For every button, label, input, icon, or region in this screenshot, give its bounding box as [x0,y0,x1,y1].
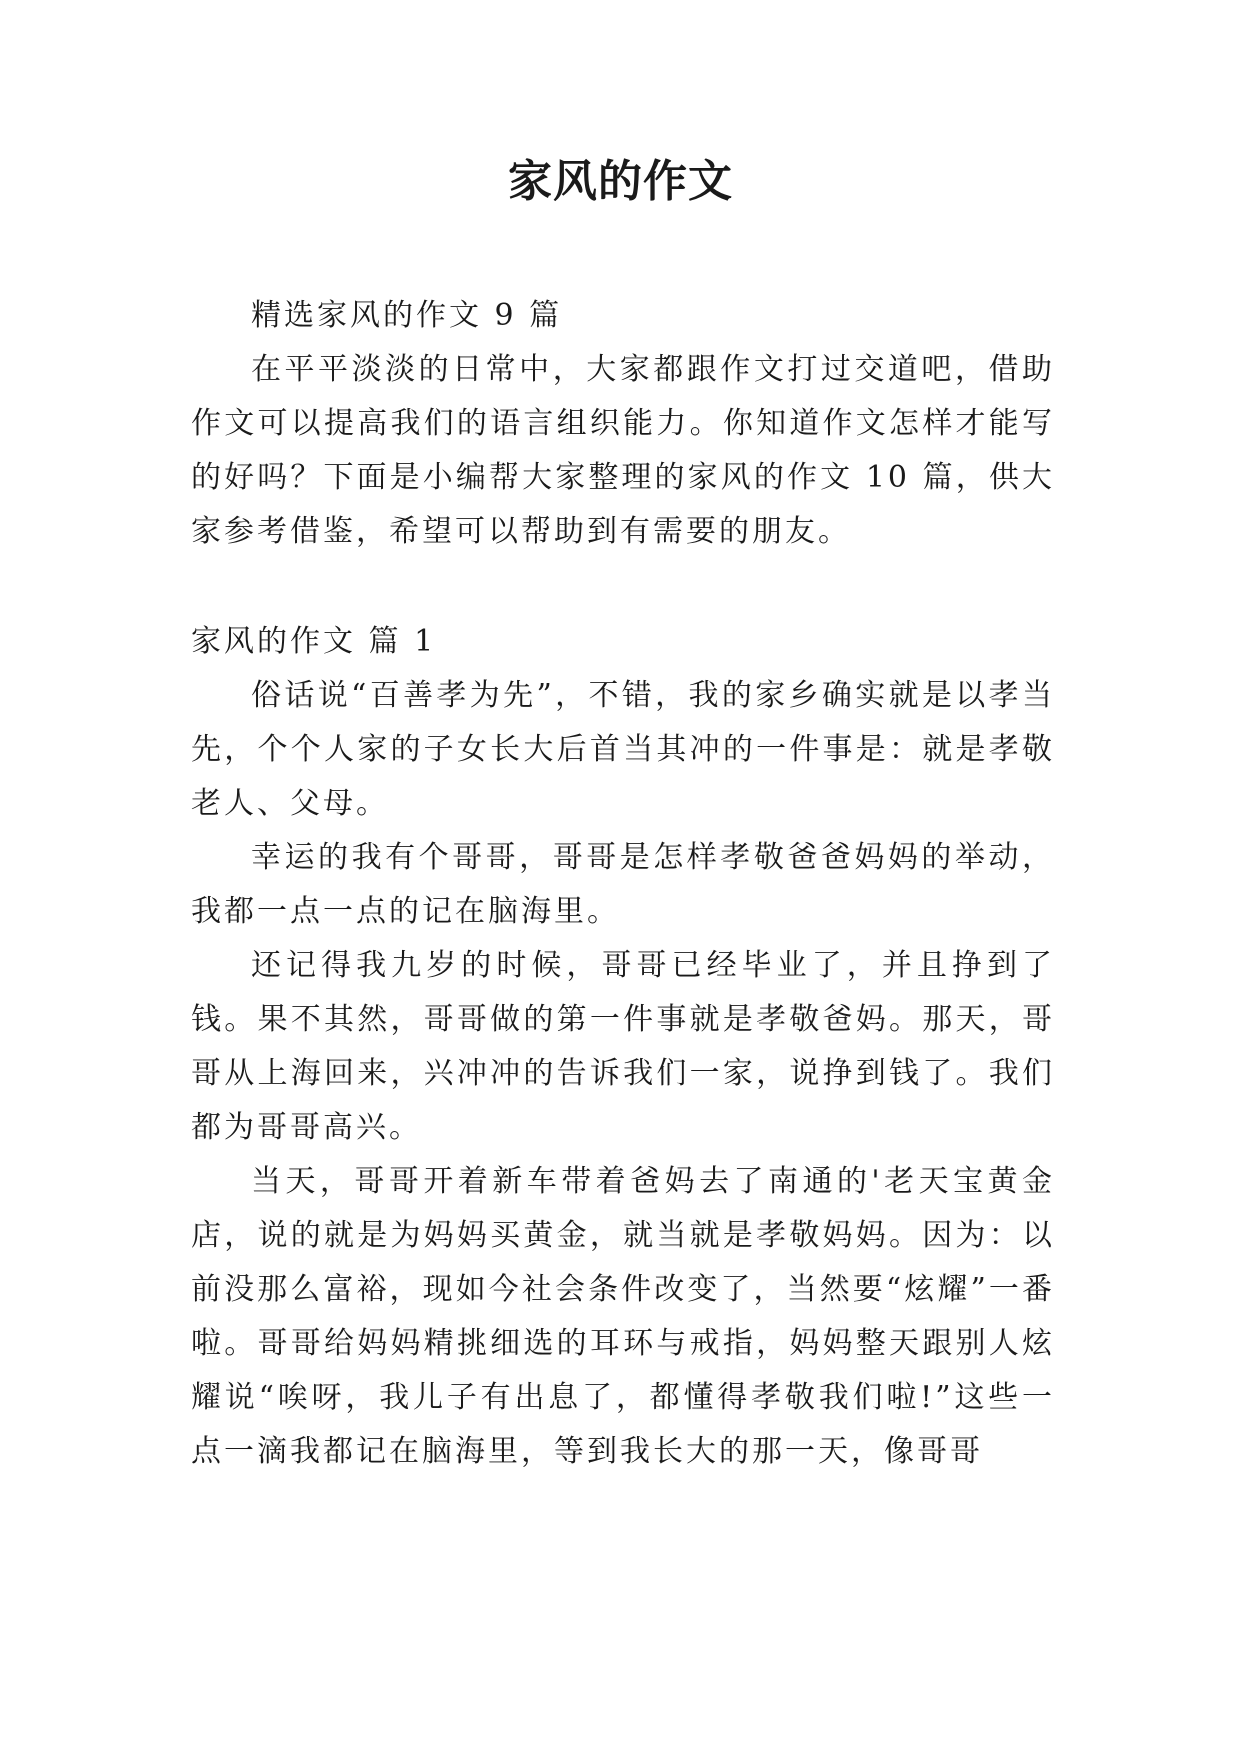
intro-paragraph: 在平平淡淡的日常中，大家都跟作文打过交道吧，借助作文可以提高我们的语言组织能力。你知道作文怎样才能写的好吗？下面是小编帮大家整理的家风的作文 10 篇，供大家参考借鉴，希望可以帮助到有需要的朋友。 [191,352,1055,549]
document-title: 家风的作文 [508,156,733,207]
section-heading: 家风的作文 篇 1 [191,624,437,659]
section-paragraph: 幸运的我有个哥哥，哥哥是怎样孝敬爸爸妈妈的举动，我都一点一点的记在脑海里。 [191,840,1055,929]
section-paragraph: 俗话说“百善孝为先”，不错，我的家乡确实就是以孝当先，个个人家的子女长大后首当其冲的一件事是：就是孝敬老人、父母。 [191,678,1055,821]
section-paragraph: 还记得我九岁的时候，哥哥已经毕业了，并且挣到了钱。果不其然，哥哥做的第一件事就是孝敬爸妈。那天，哥哥从上海回来，兴冲冲的告诉我们一家，说挣到钱了。我们都为哥哥高兴。 [191,948,1055,1145]
document-subtitle: 精选家风的作文 9 篇 [251,298,563,333]
document-body [191,289,1055,1479]
section-paragraph: 当天，哥哥开着新车带着爸妈去了南通的'老天宝黄金店，说的就是为妈妈买黄金，就当就是孝敬妈妈。因为：以前没那么富裕，现如今社会条件改变了，当然要“炫耀”一番啦。哥哥给妈妈精挑细选的耳环与戒指，妈妈整天跟别人炫耀说“唉呀，我儿子有出息了，都懂得孝敬我们啦!”这些一点一滴我都记在脑海里，等到我长大的那一天，像哥哥 [191,1164,1055,1469]
